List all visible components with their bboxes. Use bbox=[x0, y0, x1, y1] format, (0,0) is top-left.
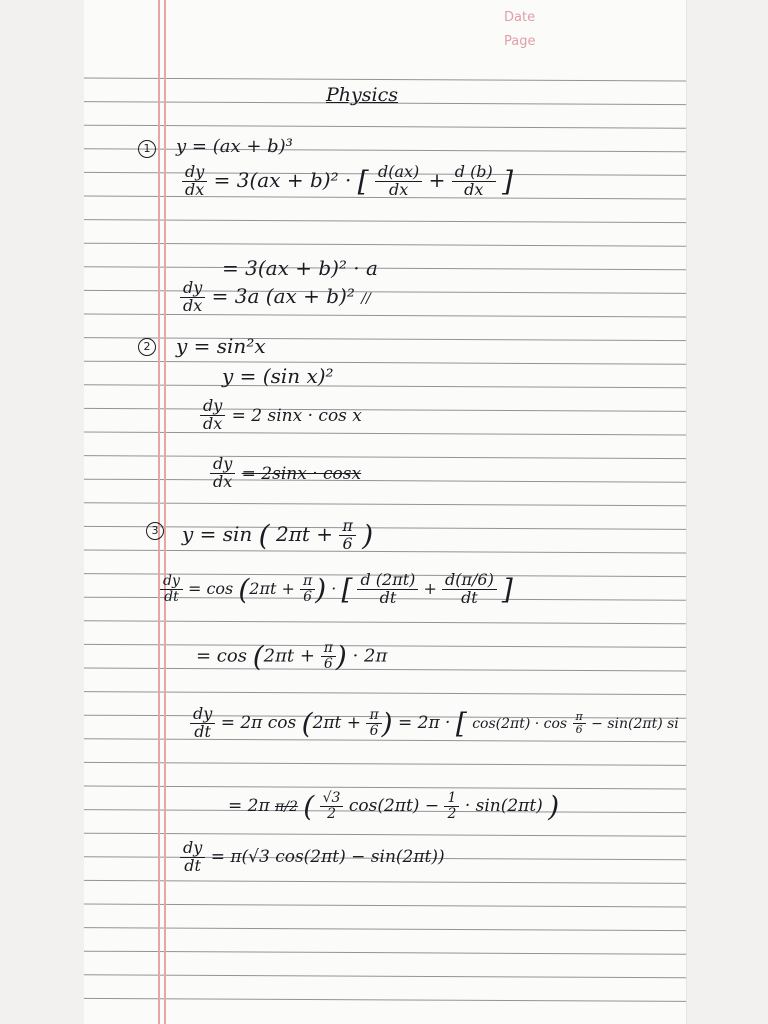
pi-over-six: $\frac{\pi}{6}$ bbox=[573, 711, 586, 735]
derivative-lhs: $\frac{dy}{dt}$ bbox=[180, 840, 205, 875]
step-3-bracket-expression: cos(2πt) · cos bbox=[472, 715, 568, 732]
cancelled-term: π/2 bbox=[275, 799, 298, 815]
ruled-line bbox=[84, 479, 686, 482]
argument: 2πt + bbox=[249, 578, 295, 598]
step-3-middle: = 2π · bbox=[397, 712, 451, 733]
term-d-2pit: $\frac{d (2\pi t)}{dt}$ bbox=[357, 572, 418, 607]
ruled-line bbox=[84, 621, 686, 624]
problem-3-step-3 bbox=[190, 706, 679, 741]
problem-1-step-2: = 3(ax + b)² · a bbox=[222, 256, 378, 280]
close-paren: ) bbox=[362, 518, 374, 552]
page-label: Page bbox=[504, 34, 536, 49]
derivative-lhs: $\frac{dy}{dx}$ bbox=[180, 280, 205, 315]
ruled-line bbox=[84, 975, 686, 978]
derivative-lhs: $\frac{dy}{dt}$ bbox=[160, 574, 183, 604]
right-bracket: ] bbox=[502, 164, 514, 198]
ruled-line bbox=[84, 290, 686, 293]
problem-3-step-2 bbox=[196, 640, 387, 673]
result-expression: = 2sinx · cosx bbox=[241, 463, 362, 484]
problem-3-step-4 bbox=[228, 790, 559, 823]
ruled-line bbox=[84, 904, 686, 907]
open-paren: ( bbox=[238, 572, 250, 606]
problem-3-given bbox=[182, 518, 373, 553]
problem-1-given: y = (ax + b)³ bbox=[176, 136, 293, 157]
problem-2-rewrite: y = (sin x)² bbox=[222, 364, 334, 388]
close-paren: ) bbox=[315, 572, 327, 606]
ruled-line bbox=[84, 314, 686, 317]
open-paren: ( bbox=[303, 790, 315, 823]
ruled-line bbox=[84, 408, 686, 411]
plus-sign: + bbox=[423, 578, 437, 598]
step-2-cos: = cos bbox=[196, 645, 247, 667]
problem-1-result bbox=[180, 280, 371, 315]
pi-over-six: $\frac{\pi}{6}$ bbox=[321, 641, 336, 671]
ruled-line bbox=[84, 220, 686, 223]
problem-number: 3 bbox=[146, 522, 164, 540]
close-paren: ) bbox=[335, 640, 347, 673]
ruled-line bbox=[84, 243, 686, 246]
step-4-lead: = 2π bbox=[228, 796, 270, 816]
close-paren: ) bbox=[381, 706, 393, 740]
ruled-line bbox=[84, 78, 686, 81]
problem-number: 1 bbox=[138, 140, 156, 158]
ruled-line bbox=[84, 786, 686, 789]
derivative-lhs: $\frac{dy}{dx}$ bbox=[210, 456, 235, 491]
ruled-line bbox=[84, 456, 686, 459]
date-label: Date bbox=[504, 10, 536, 25]
ruled-line bbox=[84, 503, 686, 506]
ruled-line bbox=[84, 338, 686, 341]
problem-3-step-1 bbox=[160, 572, 513, 607]
ruled-line bbox=[84, 692, 686, 695]
ruled-line bbox=[84, 928, 686, 931]
ruled-line bbox=[84, 385, 686, 388]
derivative-lhs: $\frac{dy}{dx}$ bbox=[200, 398, 225, 433]
argument: 2πt + bbox=[312, 712, 362, 733]
term-d-b: $\frac{d (b)}{dx}$ bbox=[452, 164, 496, 199]
step-1-coefficient: = 3(ax + b)² · bbox=[213, 167, 352, 192]
right-bracket: ] bbox=[501, 572, 513, 606]
result-expression: = 3a (ax + b)² bbox=[211, 283, 355, 308]
problem-2-step-1 bbox=[200, 398, 362, 433]
result-mark: // bbox=[361, 290, 371, 307]
margin-line-right bbox=[164, 0, 166, 1024]
open-paren: ( bbox=[301, 706, 313, 740]
ruled-line bbox=[84, 432, 686, 435]
problem-2-given: y = sin²x bbox=[176, 334, 266, 358]
pi-over-six: $\frac{\pi}{6}$ bbox=[339, 518, 356, 553]
ruled-line bbox=[84, 361, 686, 364]
given-prefix: y = sin bbox=[182, 521, 253, 546]
ruled-line bbox=[84, 125, 686, 128]
step-1-expression: = 2 sinx · cos x bbox=[231, 405, 362, 426]
term-d-ax: $\frac{d(ax)}{dx}$ bbox=[375, 164, 422, 199]
pi-over-six: $\frac{\pi}{6}$ bbox=[300, 574, 315, 604]
ruled-line bbox=[84, 762, 686, 765]
step-4-sin: · sin(2πt) bbox=[464, 796, 543, 816]
page-title: Physics bbox=[326, 84, 398, 106]
step-2-tail: · 2π bbox=[352, 645, 388, 667]
step-1-cos: = cos bbox=[187, 578, 234, 598]
derivative-lhs: $\frac{dy}{dx}$ bbox=[182, 164, 207, 199]
derivative-lhs: $\frac{dy}{dt}$ bbox=[190, 706, 215, 741]
ruled-line bbox=[84, 951, 686, 954]
dot: · bbox=[331, 578, 337, 598]
step-4-cos: cos(2πt) − bbox=[348, 796, 440, 816]
left-bracket: [ bbox=[455, 706, 467, 740]
term-d-pi6: $\frac{d(\pi/6)}{dt}$ bbox=[442, 572, 497, 607]
problem-3-result bbox=[180, 840, 445, 875]
problem-1-step-1 bbox=[182, 164, 513, 199]
ruled-line bbox=[84, 149, 686, 152]
step-3-end: − sin(2πt) si bbox=[591, 715, 679, 732]
open-paren: ( bbox=[258, 518, 270, 552]
pi-over-six: $\frac{\pi}{6}$ bbox=[366, 708, 381, 738]
left-bracket: [ bbox=[357, 164, 369, 198]
left-bracket: [ bbox=[341, 572, 353, 606]
argument: 2πt + bbox=[263, 645, 315, 667]
ruled-line bbox=[84, 998, 686, 1001]
step-3-coefficient: = 2π cos bbox=[220, 712, 297, 733]
ruled-line bbox=[84, 833, 686, 836]
close-paren: ) bbox=[548, 790, 560, 823]
argument: 2πt + bbox=[275, 521, 333, 546]
ruled-line bbox=[84, 526, 686, 529]
plus-sign: + bbox=[428, 167, 446, 192]
ruled-line bbox=[84, 267, 686, 270]
problem-2-result bbox=[210, 456, 361, 491]
ruled-line bbox=[84, 880, 686, 883]
result-expression: = π(√3 cos(2πt) − sin(2πt)) bbox=[210, 846, 445, 867]
one-half: $\frac{1}{2}$ bbox=[444, 791, 459, 821]
ruled-line bbox=[84, 550, 686, 553]
margin-line-left bbox=[158, 0, 160, 1024]
problem-number: 2 bbox=[138, 338, 156, 356]
open-paren: ( bbox=[252, 640, 264, 673]
sqrt3-over-2: $\frac{√3}{2}$ bbox=[320, 791, 344, 821]
